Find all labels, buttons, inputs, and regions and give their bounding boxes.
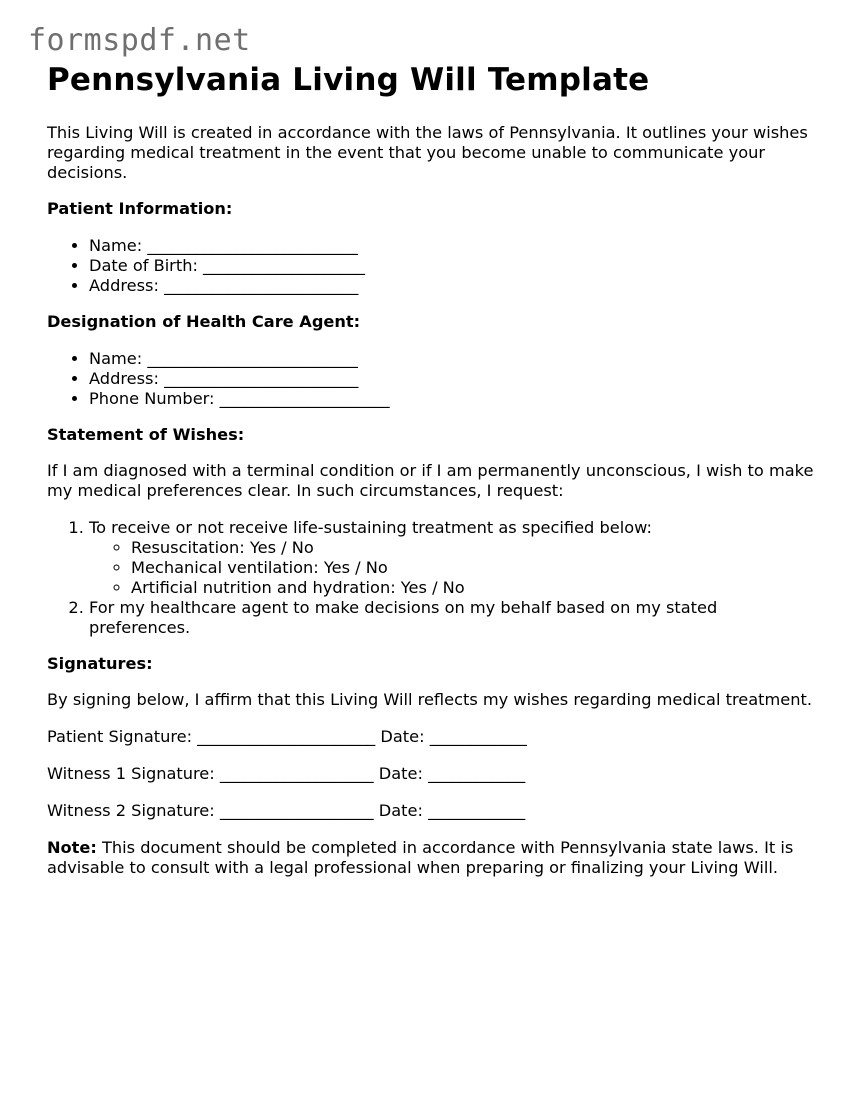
note-label: Note: — [47, 838, 97, 857]
statement-of-wishes-heading: Statement of Wishes: — [47, 425, 245, 444]
wishes-item-agent-decisions: 2. For my healthcare agent to make decisions on my behalf based on my stated preferences. — [89, 598, 817, 638]
agent-name-field: • Name: __________________________ — [89, 349, 817, 369]
ventilation-option: ◦ Mechanical ventilation: Yes / No — [131, 558, 817, 578]
patient-signature-line: Patient Signature: ______________________ Date: ____________ — [47, 727, 527, 746]
patient-information-list — [47, 236, 817, 296]
agent-information-list — [47, 349, 817, 409]
document-body — [47, 60, 817, 878]
witness-2-signature-line: Witness 2 Signature: ___________________ Date: ____________ — [47, 801, 526, 820]
resuscitation-option: ◦ Resuscitation: Yes / No — [131, 538, 817, 558]
intro-paragraph: This Living Will is created in accordance with the laws of Pennsylvania. It outlines your wishes regarding medical treatment in the event that you become unable to communicate your decisions. — [47, 123, 808, 182]
wishes-item-treatment-text: To receive or not receive life-sustaining treatment as specified below: — [89, 518, 652, 537]
patient-information-heading: Patient Information: — [47, 199, 233, 218]
note-text: This document should be completed in accordance with Pennsylvania state laws. It is advisable to consult with a legal professional when preparing or finalizing your Living Will. — [47, 838, 794, 877]
witness-1-signature-line: Witness 1 Signature: ___________________ Date: ____________ — [47, 764, 526, 783]
wishes-list — [47, 518, 817, 638]
wishes-intro-paragraph: If I am diagnosed with a terminal condition or if I am permanently unconscious, I wish to make my medical preferences clear. In such circumstances, I request: — [47, 461, 814, 500]
wishes-item-treatment — [89, 518, 817, 598]
patient-dob-field: • Date of Birth: ____________________ — [89, 256, 817, 276]
nutrition-hydration-option: ◦ Artificial nutrition and hydration: Yes / No — [131, 578, 817, 598]
watermark: formspdf.net — [28, 23, 251, 58]
patient-name-field: • Name: __________________________ — [89, 236, 817, 256]
agent-designation-heading: Designation of Health Care Agent: — [47, 312, 361, 331]
treatment-options-list — [89, 538, 817, 598]
signatures-heading: Signatures: — [47, 654, 153, 673]
page-title: Pennsylvania Living Will Template — [47, 62, 650, 98]
patient-address-field: • Address: ________________________ — [89, 276, 817, 296]
agent-address-field: • Address: ________________________ — [89, 369, 817, 389]
note-paragraph — [47, 838, 817, 878]
signatures-affirmation: By signing below, I affirm that this Living Will reflects my wishes regarding medical treatment. — [47, 690, 812, 709]
agent-phone-field: • Phone Number: _____________________ — [89, 389, 817, 409]
